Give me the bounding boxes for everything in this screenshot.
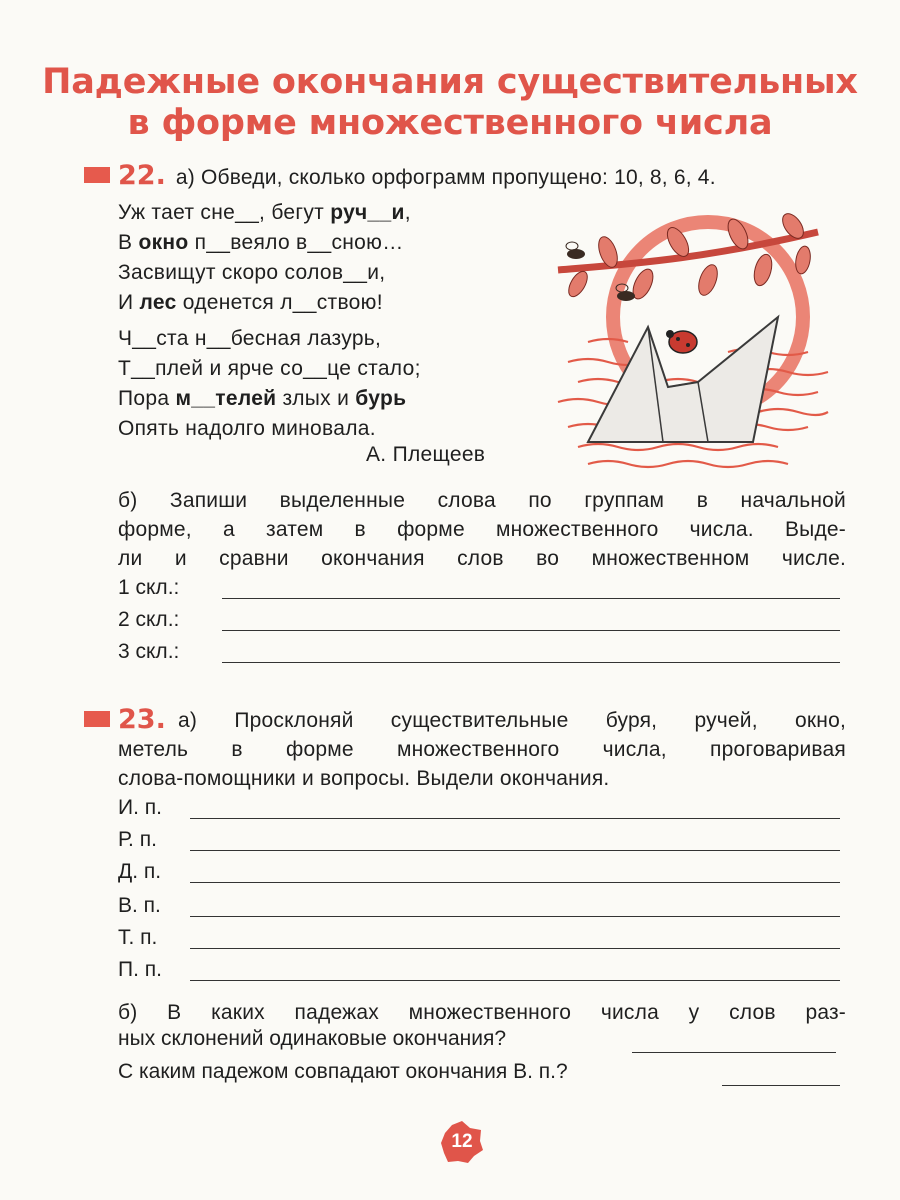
group-label: 2 скл.: [118,608,180,631]
exercise-22-task-a: а) Обведи, сколько орфограмм пропущено: 10, 8, 6, 4. [175,166,716,189]
case-label: П. п. [118,958,162,981]
group-row-3 [118,640,179,664]
group-row-1 [118,576,179,600]
question-2: С каким падежом совпадают окончания В. п.? [118,1060,568,1083]
poem-text: оденется л__ствою! [176,291,383,314]
exercise-marker-icon [84,711,110,727]
poem-line [118,288,421,318]
exercise-23-task-b [118,998,846,1027]
exercise-marker-icon [84,167,110,183]
task-b-line-1: б) Запиши выделенные слова по группам в начальной [118,489,846,512]
answer-line-case-4[interactable] [190,916,840,917]
answer-line-group-2[interactable] [222,630,840,631]
case-row-3 [118,860,161,884]
task-b-line-3: ли и сравни окончания слов во множественном числе. [118,547,846,570]
task-b-line-2: форме, а затем в форме множественного числа. Выде- [118,518,846,541]
group-label: 3 скл.: [118,640,180,663]
answer-line-case-5[interactable] [190,948,840,949]
poem-text: Уж тает сне__, бегут [118,201,331,224]
poem-line [118,414,421,444]
highlighted-word: м__телей [175,387,277,410]
poem-text: Опять надолго миновала. [118,417,376,440]
page-number: 12 [451,1131,473,1152]
exercise-number: 22. [118,160,166,191]
case-row-4 [118,894,161,918]
highlighted-word: лес [139,291,177,314]
answer-line-group-1[interactable] [222,598,840,599]
case-label: Р. п. [118,828,157,851]
highlighted-word: руч__и [330,201,405,224]
poem-text: , [404,201,411,224]
highlighted-word: бурь [355,387,407,410]
case-label: Д. п. [118,860,162,883]
case-label: В. п. [118,894,161,917]
case-row-2 [118,828,157,852]
title-line-2: в форме множественного числа [127,103,773,143]
poem-text: п__веяло в__сною… [188,231,404,254]
exercise-22-header [84,160,716,191]
answer-line-question-2[interactable] [722,1085,840,1086]
title-line-1: Падежные окончания существительных [42,62,858,102]
page-title [0,62,900,144]
poem-line [118,258,421,288]
poem-line [118,354,421,384]
poem-line [118,384,421,414]
answer-line-case-2[interactable] [190,850,840,851]
exercise-23-task-a-first [178,706,846,735]
case-label: И. п. [118,796,162,819]
poem-text: Засвищут скоро солов__и, [118,261,386,284]
highlighted-word: окно [138,231,189,254]
poem-text: И [118,291,140,314]
question-2-row [118,1060,568,1084]
exercise-23-header [84,704,176,735]
poem-line [118,198,421,228]
poem-text: Т__плей и ярче со__це стало; [118,357,421,380]
exercise-22-task-b [118,486,846,573]
poem-line [118,324,421,354]
case-row-5 [118,926,157,950]
answer-line-case-1[interactable] [190,818,840,819]
poem [118,198,421,444]
boat-illustration [548,212,830,474]
task-a-line-3: слова-помощники и вопросы. Выдели окончания. [118,767,610,790]
answer-line-case-6[interactable] [190,980,840,981]
exercise-number: 23. [118,704,166,735]
answer-line-task-b[interactable] [632,1052,836,1053]
poem-text: Пора [118,387,176,410]
answer-line-case-3[interactable] [190,882,840,883]
task-a-line-1: а) Просклоняй существительные буря, ручей, окно, [178,709,846,732]
case-label: Т. п. [118,926,158,949]
task-a-line-2: метель в форме множественного числа, проговаривая [118,738,846,761]
task-b-line-2-row [118,1027,506,1051]
poem-text: В [118,231,139,254]
poem-text: Ч__ста н__бесная лазурь, [118,327,382,350]
poem-text: злых и [276,387,356,410]
group-row-2 [118,608,179,632]
exercise-23-task-a-rest [118,735,846,793]
answer-line-group-3[interactable] [222,662,840,663]
case-row-1 [118,796,162,820]
case-row-6 [118,958,162,982]
poem-line [118,228,421,258]
task-b-line-1: б) В каких падежах множественного числа у слов раз- [118,1001,846,1024]
task-b-line-2: ных склонений одинаковые окончания? [118,1027,507,1050]
group-label: 1 скл.: [118,576,180,599]
poem-author: А. Плещеев [366,443,486,466]
